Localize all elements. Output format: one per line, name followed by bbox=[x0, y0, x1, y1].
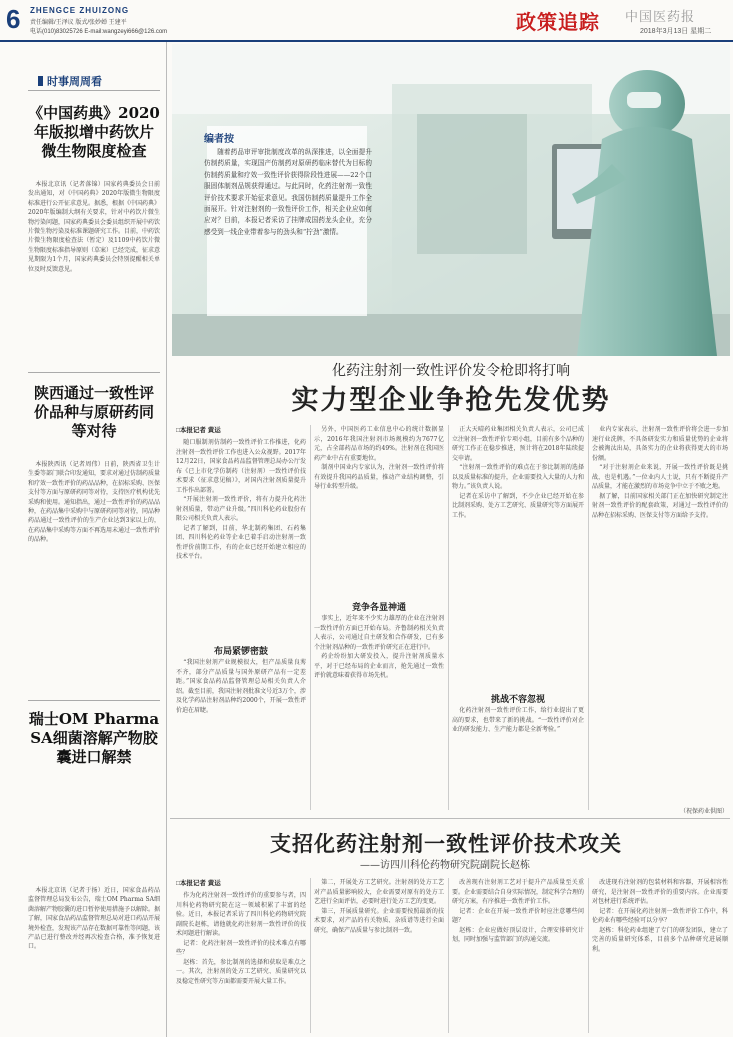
editor-note-label: 编者按 bbox=[204, 134, 234, 145]
main-column-3 bbox=[452, 425, 584, 687]
paragraph: 制剂中国业内专家认为，注射剂一致性评价将有效提升我国药品质量，推动产业结构调整，引导行业转型升级。 bbox=[314, 464, 444, 490]
main-column-3b bbox=[452, 706, 584, 806]
main-subhead-1: 布局紧锣密鼓 bbox=[213, 647, 268, 657]
paragraph: 赵栋：企业应做好顶层设计，合理安排研究计划，同时加强与监管部门的沟通交流。 bbox=[452, 926, 584, 943]
second-reporter: □本报记者 黄运 bbox=[176, 880, 221, 887]
second-column-1 bbox=[176, 891, 306, 1033]
column-rule bbox=[448, 878, 449, 1033]
editor-line: 责任编辑/王泽议 版式/张妙婵 王建平 bbox=[30, 20, 127, 26]
paragraph: “我国注射剂产业规模很大，但产品质量良莠不齐，部分产品质量与国外原研产品有一定差距。”国家食品药品监督管理总局相关负责人介绍。截至目前，我国注射剂批准文号近3万个，涉及化学药品注射剂品种约2000个，开展一致性评价迫在眉睫。 bbox=[176, 659, 306, 714]
paragraph: 第三，开展质量研究。企业需要按照最新的技术要求，对产品的有关物质、杂质谱等进行全面研究，确保产品质量与参比制剂一致。 bbox=[314, 907, 444, 934]
photo-credit: （祝保药业供图） bbox=[680, 809, 729, 815]
main-column-1 bbox=[176, 438, 306, 640]
paragraph: 事实上，近年来不少实力雄厚的企业在注射剂一致性评价方面已开始布局。齐鲁制药相关负责人表示，公司通过自主研发和合作研发，已有多个注射剂品种的一致性评价研究正在进行中。 bbox=[314, 615, 444, 651]
sidebar-rule bbox=[28, 372, 160, 373]
paragraph: 记者了解到，目前，华北制药集团、石药集团、四川科伦药业等企业已着手启动注射剂一致性评价前期工作，有的企业已经开始建立相应的技术平台。 bbox=[176, 524, 306, 560]
paragraph: 赵栋：科伦药业组建了专门的研发团队，建立了完善的质量研究体系，目前多个品种研究进展顺利。 bbox=[592, 926, 728, 953]
sidebar-headline-2: 陕西通过一致性评价品种与原研药同等对待 bbox=[33, 384, 154, 440]
second-headline: 支招化药注射剂一致性评价技术攻关 bbox=[270, 832, 622, 856]
section-title: 政策追踪 bbox=[516, 10, 600, 34]
column-rule bbox=[448, 425, 449, 810]
paragraph: 业内专家表示，注射剂一致性评价将会进一步加速行业洗牌，不具备研发实力和质量优势的企业将会被淘汰出局，具备实力的企业将获得更大的市场份额。 bbox=[592, 426, 728, 462]
main-kicker: 化药注射剂一致性评价发令枪即将打响 bbox=[332, 363, 570, 379]
sidebar-label: 时事周周看 bbox=[38, 73, 102, 89]
paragraph: 药企纷纷加大研发投入，提升注射剂质量水平，对于已经布局的企业而言，抢先通过一致性评价就意味着获得市场先机。 bbox=[314, 653, 444, 679]
sidebar-body-2: 本报陕西讯（记者周伟）日前，陕西省卫生计生委等部门联合印发通知，要求对通过仿制药质量和疗效一致性评价的药品品种，在招标采购、医保支付等方面与原研药同等对待，支持医疗机构优先采购和使用。通知指出，通过一致性评价的药品品种，在药品集中采购中与原研药同等对待，同品种药品通过一致性评价的生产企业达到3家以上的，在药品集中采购等方面不再选用未通过一致性评价的品种。 bbox=[28, 461, 160, 544]
page-number: 6 bbox=[6, 4, 21, 34]
paragraph: “对于注射剂企业来说，开展一致性评价既是挑战，也是机遇。”一位业内人士说，只有不断提升产品质量，才能在激烈的市场竞争中立于不败之地。 bbox=[592, 464, 728, 490]
paragraph: 化药注射剂一致性评价工作，给行业提出了更高的要求，也带来了新的挑战。“一致性评价对企业的研发能力、生产能力都是全新考验。” bbox=[452, 707, 584, 733]
second-subheadline: ——访四川科伦药物研究院副院长赵栋 bbox=[360, 860, 530, 871]
newspaper-masthead: 中国医药报 bbox=[625, 10, 696, 25]
paragraph: 第二，开展处方工艺研究。注射剂的处方工艺对产品质量影响较大，企业需要对原有的处方工艺进行全面评估，必要时进行处方工艺的变更。 bbox=[314, 879, 444, 905]
paragraph: 记者：化药注射剂一致性评价的技术难点有哪些？ bbox=[176, 939, 306, 956]
editor-note-text: 随着药品审评审批制度改革的纵深推进，以全面提升仿制药质量，实现国产仿制药对原研药临床替代为目标的仿制药质量和疗效一致性评价获得阶段性进展——22个口服固体制剂品规获得通过。与此同时，化药注射剂一致性评价技术要求开始征求意见。我国仿制药质量提升工作全面展开。针对注射剂的一致性评价工作，相关企业应如何应对？目前，本报记者采访了挂牌成国药龙头企业，充分感受到一线企业带着参与的劲头和“拧劲”激情。 bbox=[204, 148, 372, 236]
second-column-3 bbox=[452, 878, 584, 1033]
paragraph: 据了解，目前国家相关部门正在加快研究制定注射剂一致性评价的配套政策，对通过一致性评价的品种在招标采购、医保支付等方面给予支持。 bbox=[592, 492, 728, 519]
paragraph: “注射剂一致性评价的难点在于参比制剂的选择以及质量标准的提升，企业需要投入大量的人力和物力。”该负责人说。 bbox=[452, 464, 584, 490]
paragraph: 记者：企业在开展一致性评价时应注意哪些问题？ bbox=[452, 907, 584, 924]
paragraph: 作为化药注射剂一致性评价的重要参与者，四川科伦药物研究院在这一领域积累了丰富的经验。近日，本报记者采访了四川科伦药物研究院副院长赵栋，请他就化药注射剂一致性评价的技术问题进行解读。 bbox=[176, 892, 306, 937]
contact-line: 电话(010)83025726 E-mail:wangzeyi666@126.com bbox=[30, 29, 168, 35]
sidebar-body-1: 本报北京讯（记者落锦）国家药典委员会日前发出通知，对《中国药典》2020年版微生物限度标准进行公开征求意见。据悉，根据《中国药典》2020年版编制大纲有关要求，针对中药饮片微生物污染问题，国家药典委员会委员组织开展中药饮片微生物污染及标准课题研究工作。目前，中药饮片微生物限度检查法（暂定）及1109中药饮片微生物限度标准指导原则（草案）已经完成，征求意见期限为1个月，国家药典委员会特别提醒相关单位及时反馈意见。 bbox=[28, 181, 160, 273]
column-rule bbox=[588, 425, 589, 810]
column-rule bbox=[310, 878, 311, 1033]
paragraph: 记者在采访中了解到，不少企业已经开始在参比制剂采购、处方工艺研究、质量研究等方面展开工作。 bbox=[452, 492, 584, 519]
paragraph: “开展注射剂一致性评价，将有力提升化药注射剂质量，带动产业升级。”四川科伦药业股份有限公司相关负责人表示。 bbox=[176, 496, 306, 522]
sidebar-divider bbox=[166, 42, 167, 1037]
second-column-2 bbox=[314, 878, 444, 1033]
main-headline: 实力型企业争抢先发优势 bbox=[291, 385, 611, 416]
sidebar-headline-3: 瑞士OM Pharma SA细菌溶解产物胶囊进口解禁 bbox=[28, 710, 160, 766]
sidebar-headline-1: 《中国药典》2020年版拟增中药饮片微生物限度检查 bbox=[28, 104, 160, 160]
main-column-1b bbox=[176, 658, 306, 806]
second-column-4 bbox=[592, 878, 728, 1033]
paragraph: 赵栋：首先，参比制剂的选择和获取是难点之一。其次，注射剂的处方工艺研究、质量研究以及稳定性研究等方面都需要开展大量工作。 bbox=[176, 958, 306, 985]
main-column-4 bbox=[592, 425, 728, 797]
sidebar-rule bbox=[28, 90, 160, 91]
paragraph: 改善现有注射剂工艺对于提升产品质量至关重要。企业需要结合自身实际情况，制定科学合理的研究方案，有序推进一致性评价工作。 bbox=[452, 879, 584, 905]
main-subhead-3: 挑战不容忽视 bbox=[490, 695, 545, 705]
paragraph: 正大天晴药业集团相关负责人表示，公司已成立注射剂一致性评价专项小组，目前有多个品种的研究工作正在稳步推进，预计将在2018年陆续提交申请。 bbox=[452, 426, 584, 462]
issue-date: 2018年3月13日 星期二 bbox=[640, 28, 712, 35]
sidebar-body-3: 本报北京讯（记者于扬）近日，国家食品药品监督管理总局发布公告，瑞士OM Pharma SA细菌溶解产物胶囊的进口暂停使用措施予以解除。据了解，国家食品药品监督管理总局对进口药品开展境外检查，发现该产品存在数据可靠性等问题，该产品已进行整改并经再次检查合格，准予恢复进口。 bbox=[28, 887, 160, 951]
column-rule bbox=[310, 425, 311, 810]
main-column-2 bbox=[314, 425, 444, 595]
column-rule bbox=[588, 878, 589, 1033]
section-divider bbox=[170, 818, 730, 819]
main-reporter: □本报记者 黄运 bbox=[176, 427, 221, 434]
sidebar-rule bbox=[28, 700, 160, 701]
paragraph: 另外，中国医药工业信息中心的统计数据显示，2016年我国注射剂市场规模约为7677亿元，占全部药品市场的约49%。注射剂在我国医药产业中占有重要地位。 bbox=[314, 426, 444, 462]
section-pinyin: ZHENGCE ZHUIZONG bbox=[30, 6, 130, 15]
paragraph: 记者：在开展化药注射剂一致性评价工作中，科伦药业有哪些经验可以分享？ bbox=[592, 907, 728, 924]
paragraph: 随口服制剂仿制药一致性评价工作推进，化药注射剂一致性评价工作也进入公众视野。2017年12月22日，国家食品药品监督管理总局办公厅发布《已上市化学仿制药（注射剂）一致性评价技术要求（征求意见稿）》，对国内注射剂质量提升工作作出部署。 bbox=[176, 439, 306, 494]
main-subhead-2: 竞争各显神通 bbox=[351, 603, 406, 613]
main-column-2b bbox=[314, 614, 444, 806]
paragraph: 改进现有注射剂的包装材料和容器，开展相容性研究，是注射剂一致性评价的重要内容。企业需要对包材进行系统评估。 bbox=[592, 879, 728, 905]
